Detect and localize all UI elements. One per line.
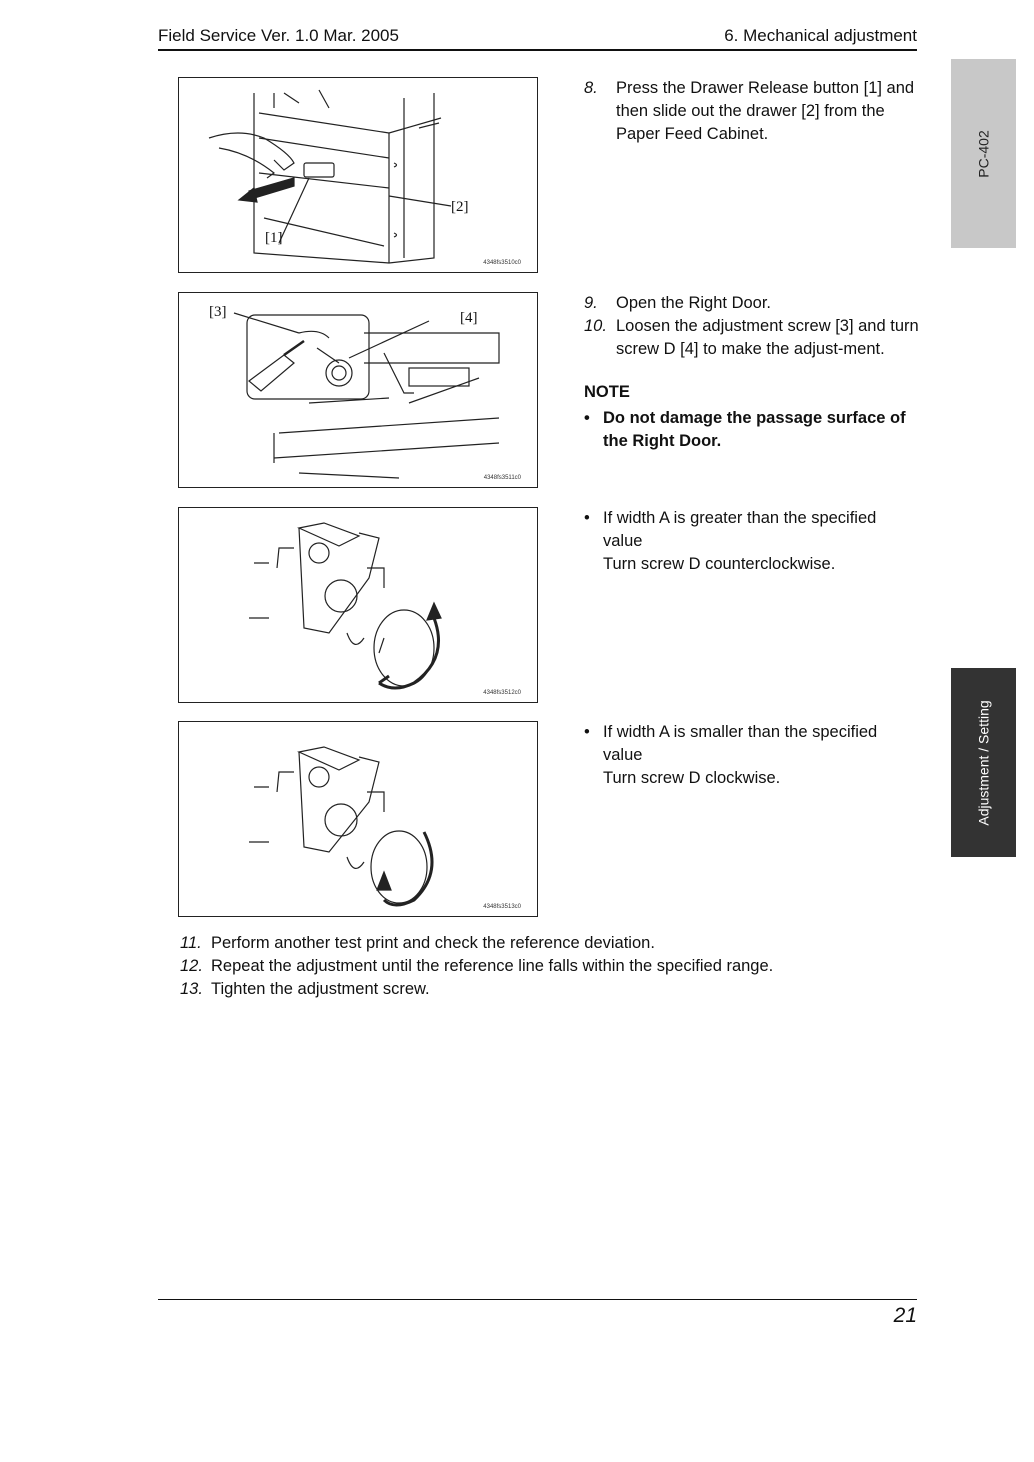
figure-drawer-release-illustration: [179, 78, 537, 272]
footer-rule: [158, 1299, 917, 1300]
figure-code: 4348fs3513c0: [483, 904, 521, 910]
callout-1: [1]: [265, 230, 283, 246]
figure-code: 4348fs3512c0: [483, 690, 521, 696]
step-text: Open the Right Door.: [616, 294, 772, 312]
figure-counterclockwise: [178, 507, 538, 703]
condition-action: Turn screw D counterclockwise.: [603, 555, 836, 573]
step-number: 13.: [180, 980, 203, 998]
bullet-dot: •: [584, 723, 590, 741]
step-13: [180, 978, 920, 1001]
step-number: 10.: [584, 317, 607, 335]
header-left: Field Service Ver. 1.0 Mar. 2005: [158, 26, 399, 45]
figure-code: 4348fs3511c0: [483, 475, 521, 481]
header-rule: [158, 49, 917, 51]
figure-code: 4348fs3510c0: [483, 260, 521, 266]
condition-greater: [584, 507, 919, 576]
step-8: [584, 77, 919, 146]
step-text: Loosen the adjustment screw [3] and turn screw D [4] to make the adjust-ment.: [616, 317, 919, 358]
step-number: 8.: [584, 79, 598, 97]
figure-right-door: [178, 292, 538, 488]
condition-action: Turn screw D clockwise.: [603, 769, 781, 787]
callout-2: [2]: [451, 199, 469, 215]
page-number: 21: [893, 1304, 917, 1327]
condition-smaller: [584, 721, 919, 790]
step-text: Tighten the adjustment screw.: [211, 980, 430, 998]
step-10: [584, 315, 919, 361]
step-12: [180, 955, 920, 978]
header-right: 6. Mechanical adjustment: [724, 26, 917, 45]
note-bullet: [584, 407, 919, 453]
step-text: Press the Drawer Release button [1] and then slide out the drawer [2] from the Paper Feed Cabinet.: [616, 79, 915, 143]
step-text: Repeat the adjustment until the reference line falls within the specified range.: [211, 957, 774, 975]
condition-text: If width A is smaller than the specified value: [603, 723, 878, 764]
bullet-dot: •: [584, 509, 590, 527]
step-number: 9.: [584, 294, 598, 312]
figure-right-door-illustration: [179, 293, 537, 487]
callout-3: [3]: [209, 304, 227, 320]
step-text: Perform another test print and check the reference deviation.: [211, 934, 655, 952]
figure-drawer-release: [178, 77, 538, 273]
note-text: Do not damage the passage surface of the Right Door.: [603, 409, 906, 450]
condition-text: If width A is greater than the specified value: [603, 509, 877, 550]
figure-clockwise-illustration: [179, 722, 537, 916]
step-number: 11.: [180, 934, 202, 952]
step-number: 12.: [180, 957, 203, 975]
callout-4: [4]: [460, 310, 478, 326]
side-tab-model[interactable]: [951, 59, 1016, 248]
step-9: [584, 292, 919, 315]
side-tab-section[interactable]: [951, 668, 1016, 857]
figure-counterclockwise-illustration: [179, 508, 537, 702]
note-label: NOTE: [584, 383, 630, 401]
step-11: [180, 932, 920, 955]
side-tab-model-label: PC-402: [975, 129, 992, 178]
bullet-dot: •: [584, 409, 590, 427]
side-tab-section-label: Adjustment / Setting: [975, 699, 992, 826]
figure-clockwise: [178, 721, 538, 917]
